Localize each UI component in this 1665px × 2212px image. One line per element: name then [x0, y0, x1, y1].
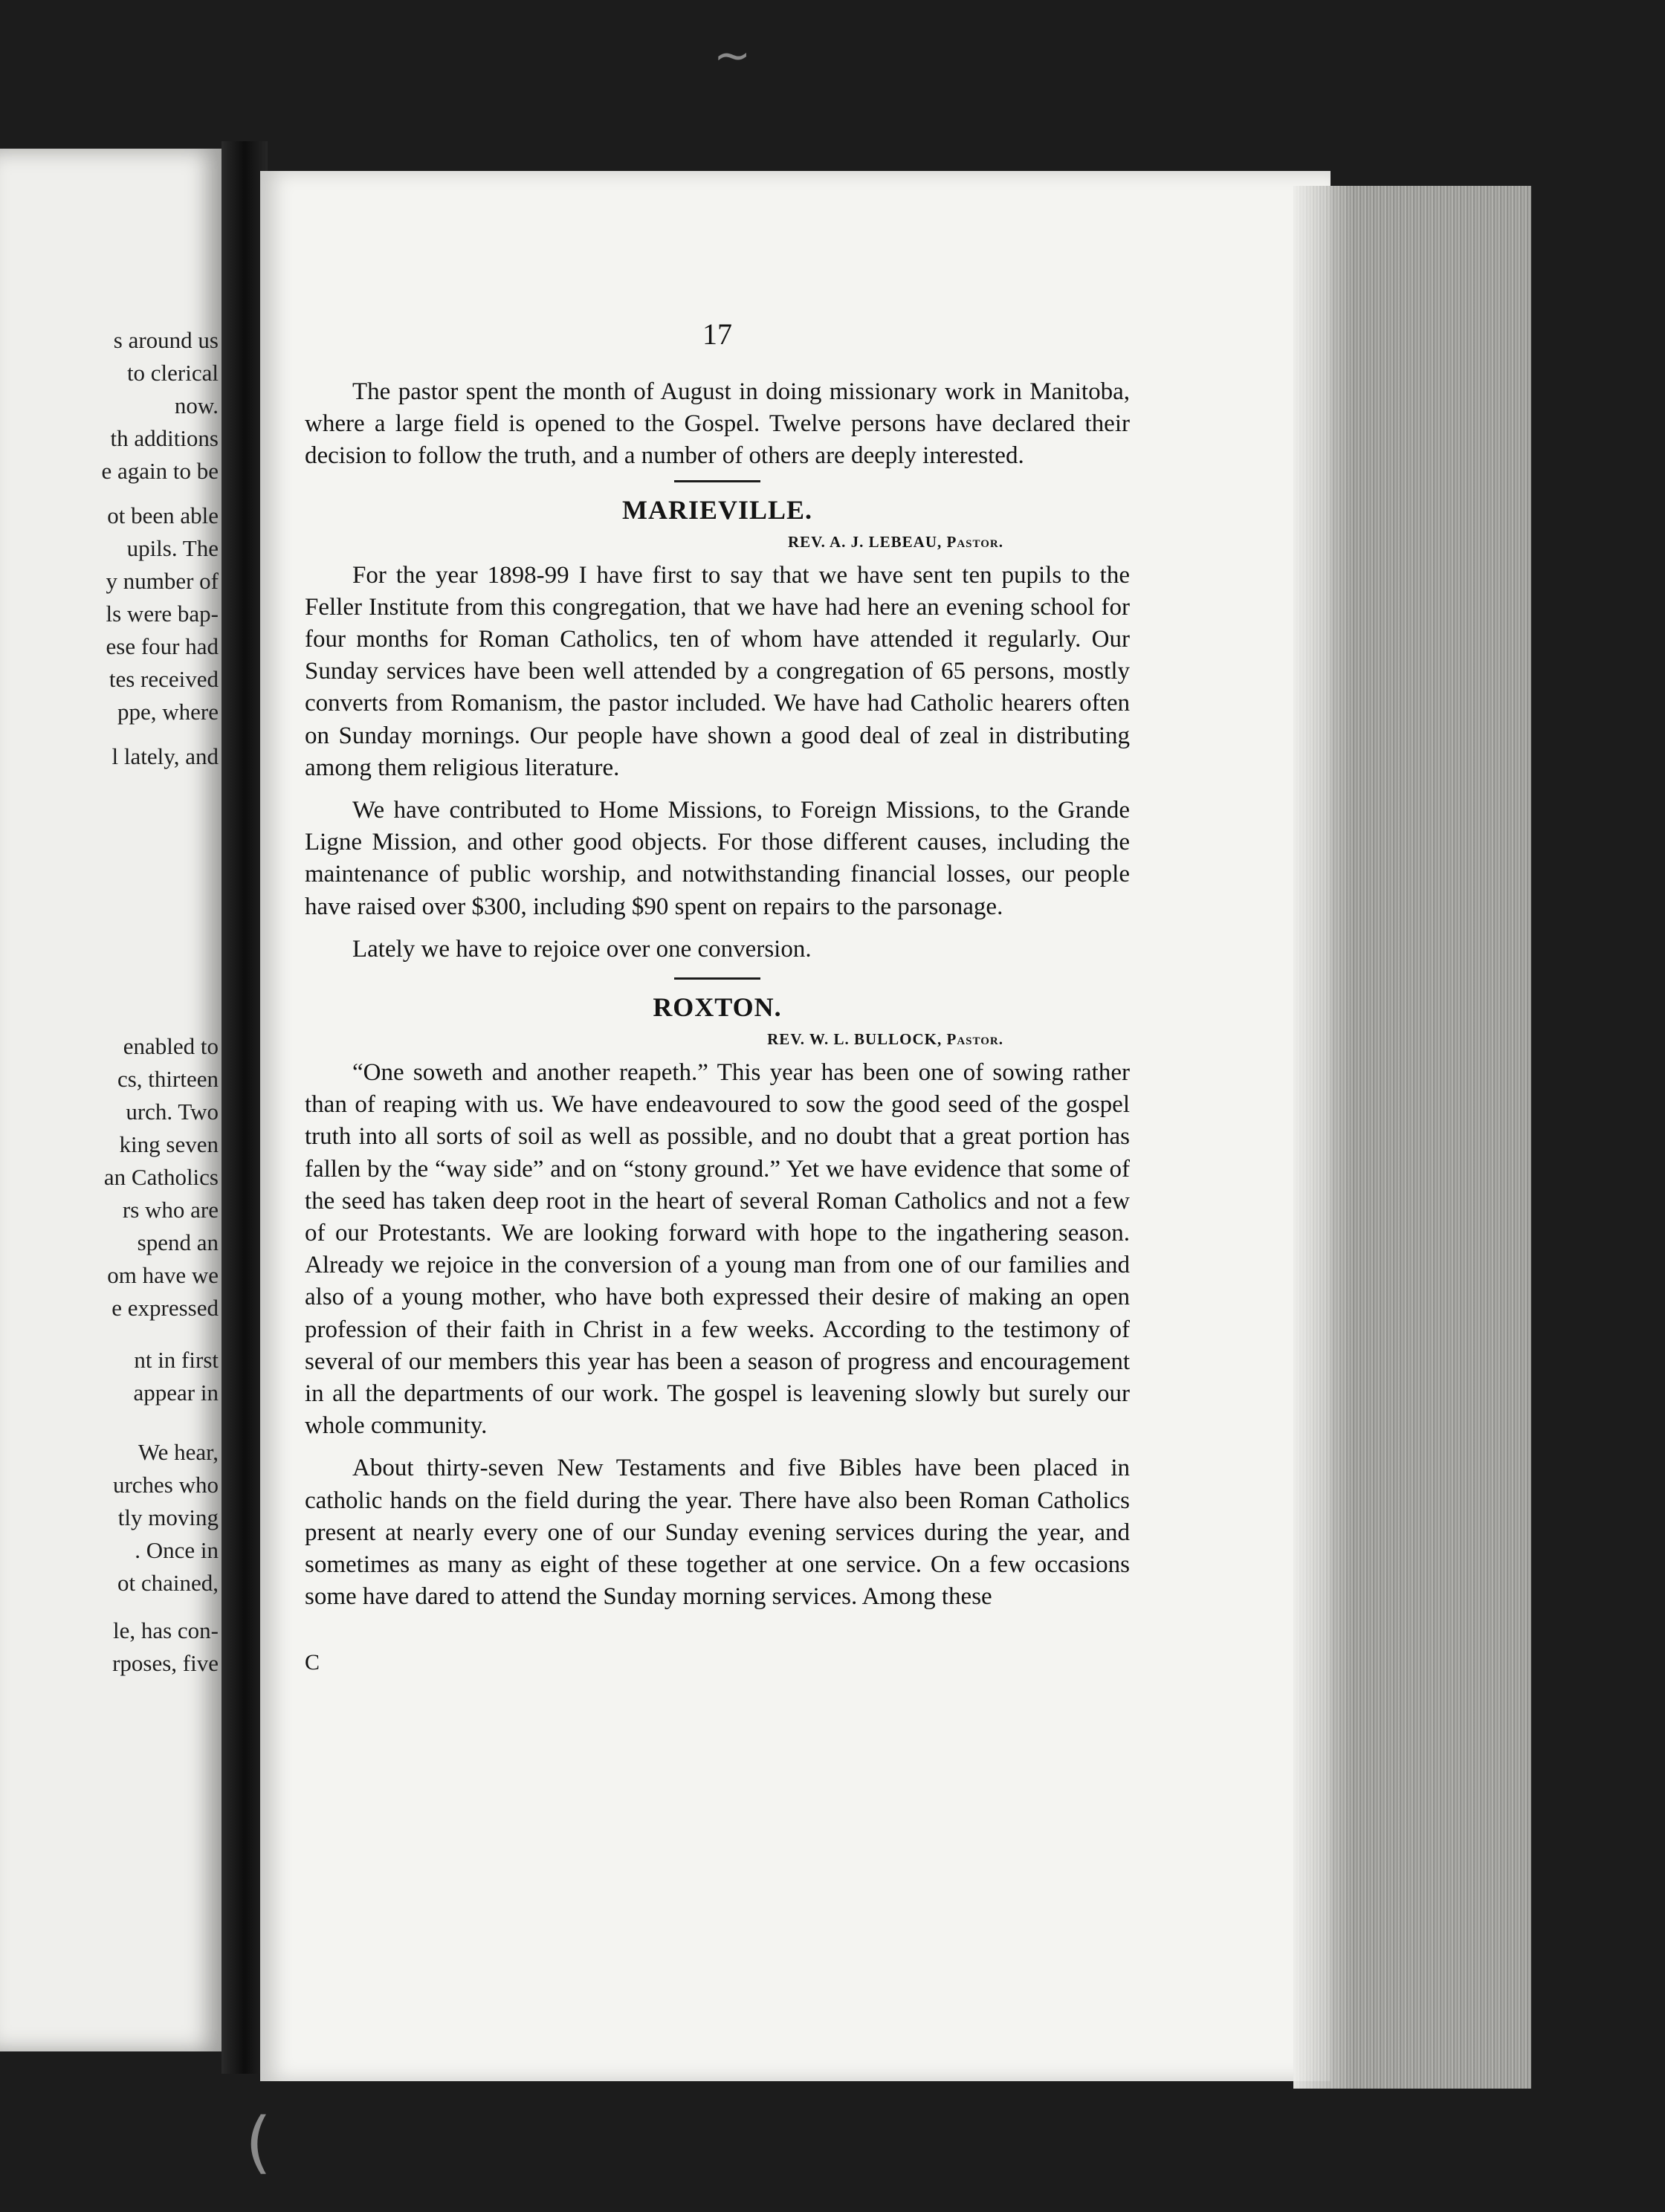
left-page-line: s around us — [113, 327, 219, 353]
left-page-line: ot chained, — [117, 1570, 219, 1596]
intro-paragraph: The pastor spent the month of August in doing missionary work in Manitoba, where a large field is opened to the Gospel. Twelve persons have declared their decision to follow the truth, and a number of others are deeply interested. — [305, 378, 1130, 470]
left-page-line: enabled to — [123, 1033, 219, 1059]
left-page-line: e again to be — [101, 458, 219, 484]
section-marieville — [305, 491, 1130, 966]
left-page-line: tes received — [109, 666, 219, 692]
left-page-line: spend an — [137, 1229, 219, 1255]
left-page-line: nt in first — [134, 1347, 219, 1373]
left-page-line: ot been able — [107, 502, 219, 528]
left-page-line: an Catholics — [103, 1164, 219, 1190]
left-page-line: upils. The — [126, 535, 219, 561]
section-paragraph: “One soweth and another reapeth.” This year has been one of sowing rather than of reaping with us. We have endeavoured to sow the good seed of the gospel truth into all sorts of soil as well as possible, and no doubt that a great portion has fallen by the “way side” and on “stony ground.” Yet we have evidence that some of the seed has taken deep root in the heart of several Roman Catholics and not a few of our Protestants. We are looking forward with hope to the ingathering season. Already we rejoice in the conversion of a young man from one of our families and also of a young mother, who have both expressed their desire of making an open profession of their faith in Christ in a few weeks. According to the testimony of several of our members this year has been a season of progress and encouragement in all the departments of our work. The gospel is leavening slowly but surely our whole community. — [305, 1059, 1130, 1440]
left-page-line: king seven — [119, 1131, 219, 1157]
left-page-line: rposes, five — [112, 1650, 219, 1676]
signature-mark: C — [305, 1649, 320, 1675]
left-page-line: . Once in — [135, 1537, 219, 1563]
left-page-line: y number of — [106, 568, 219, 594]
left-page-line: ls were bap- — [106, 601, 219, 627]
section-title: MARIEVILLE. — [621, 494, 813, 525]
section-title: ROXTON. — [653, 992, 782, 1023]
section-paragraph: For the year 1898-99 I have first to say that we have sent ten pupils to the Feller Institute from this congregation, that we have had here an evening school for four months for Roman Catholics, ten of whom have attended it regularly. Our Sunday services have been well attended by a congregation of 65 persons, mostly converts from Romanism, the pastor included. We have had Catholic hearers often on Sunday mornings. Our people have shown a good deal of zeal in distributing among them religious literature. — [305, 561, 1130, 781]
byline-name: REV. A. J. LEBEAU, — [788, 532, 943, 551]
page-text-column — [305, 312, 1130, 1678]
left-page-line: th additions — [110, 425, 219, 451]
scan-mark-bottom: ( — [245, 2103, 272, 2182]
page-fore-edge — [1293, 186, 1531, 2089]
left-page-line: urch. Two — [126, 1099, 219, 1125]
section-roxton — [305, 989, 1130, 1613]
left-page-line: tly moving — [117, 1504, 219, 1530]
left-page-line: now. — [174, 392, 219, 418]
section-divider — [674, 977, 760, 980]
left-page-line: l lately, and — [111, 743, 219, 769]
byline-name: REV. W. L. BULLOCK, — [767, 1030, 943, 1049]
left-page-line: cs, thirteen — [117, 1066, 219, 1092]
left-page-line: rs who are — [122, 1197, 219, 1223]
page-number: 17 — [702, 317, 732, 351]
left-page-line: om have we — [107, 1262, 219, 1288]
section-paragraph: Lately we have to rejoice over one conversion. — [352, 935, 812, 963]
byline-role: Pastor. — [946, 1030, 1003, 1049]
byline-role: Pastor. — [946, 532, 1003, 551]
left-page-line: e expressed — [111, 1295, 219, 1321]
left-page-line: le, has con- — [112, 1617, 219, 1643]
section-byline — [305, 528, 1130, 555]
previous-page-fragment — [0, 149, 223, 2051]
scan-mark-top: ~ — [714, 30, 751, 82]
section-byline — [305, 1026, 1130, 1052]
left-page-line: We hear, — [138, 1439, 219, 1465]
left-page-line: to clerical — [126, 360, 219, 386]
left-page-line: ppe, where — [117, 699, 219, 725]
left-page-line: appear in — [133, 1380, 219, 1406]
section-paragraph: About thirty-seven New Testaments and five Bibles have been placed in catholic hands on the field during the year. There have also been Roman Catholics present at nearly every one of our Sunday evening services during the year, and sometimes as many as eight of these together at one service. On a few occasions some have dared to attend the Sunday morning services. Among these — [305, 1455, 1130, 1611]
left-page-line: urches who — [112, 1472, 219, 1498]
left-page-line: ese four had — [106, 633, 219, 659]
section-divider — [674, 480, 760, 482]
section-paragraph: We have contributed to Home Missions, to Foreign Missions, to the Grande Ligne Mission, and other good objects. For those different causes, including the maintenance of public worship, and notwithstanding financial losses, our people have raised over $300, including $90 spent on repairs to the parsonage. — [305, 797, 1130, 920]
